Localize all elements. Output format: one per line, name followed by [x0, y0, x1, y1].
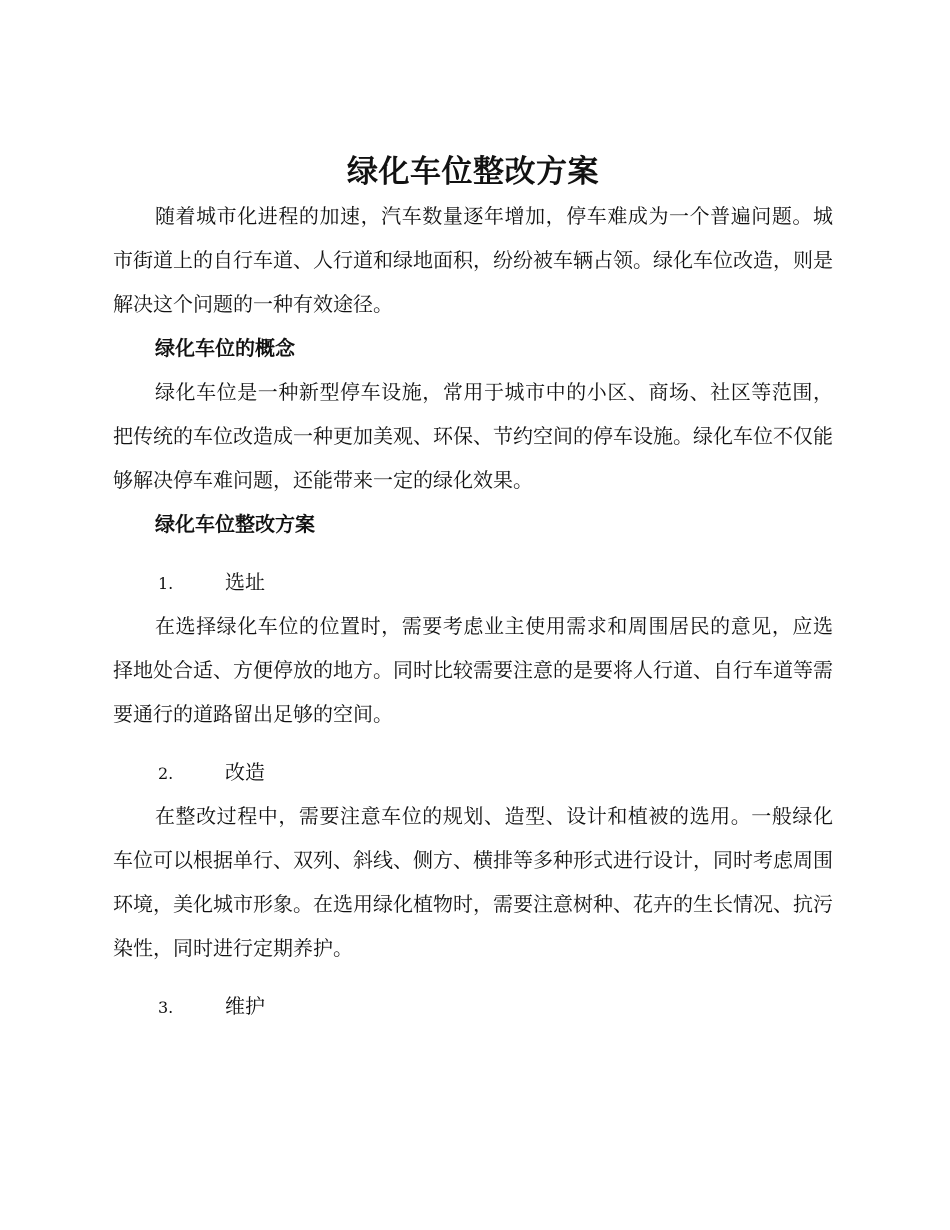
list-item-label: 选址	[225, 570, 265, 594]
renovation-paragraph: 在整改过程中，需要注意车位的规划、造型、设计和植被的选用。一般绿化车位可以根据单行、双列、斜线、侧方、横排等多种形式进行设计，同时考虑周围环境，美化城市形象。在选用绿化植物时，需要注意树种、花卉的生长情况、抗污染性，同时进行定期养护。	[113, 804, 833, 960]
concept-heading: 绿化车位的概念	[155, 336, 295, 360]
intro-paragraph: 随着城市化进程的加速，汽车数量逐年增加，停车难成为一个普遍问题。城市街道上的自行车道、人行道和绿地面积，纷纷被车辆占领。绿化车位改造，则是解决这个问题的一种有效途径。	[113, 204, 833, 316]
concept-paragraph: 绿化车位是一种新型停车设施，常用于城市中的小区、商场、社区等范围，把传统的车位改造成一种更加美观、环保、节约空间的停车设施。绿化车位不仅能够解决停车难问题，还能带来一定的绿化效果。	[113, 380, 833, 492]
list-item-label: 改造	[225, 760, 265, 784]
list-item-renovation	[113, 750, 833, 794]
site-selection-paragraph: 在选择绿化车位的位置时，需要考虑业主使用需求和周围居民的意见，应选择地处合适、方便停放的地方。同时比较需要注意的是要将人行道、自行车道等需要通行的道路留出足够的空间。	[113, 614, 833, 726]
list-item-site-selection	[113, 560, 833, 604]
list-item-label: 维护	[225, 994, 265, 1018]
document-title: 绿化车位整改方案	[347, 154, 599, 190]
list-item-number: 3.	[158, 998, 174, 1017]
list-item-number: 2.	[158, 764, 174, 783]
document-page	[113, 150, 833, 1028]
list-item-number: 1.	[158, 574, 174, 593]
list-item-maintenance	[113, 984, 833, 1028]
plan-heading: 绿化车位整改方案	[155, 512, 315, 536]
